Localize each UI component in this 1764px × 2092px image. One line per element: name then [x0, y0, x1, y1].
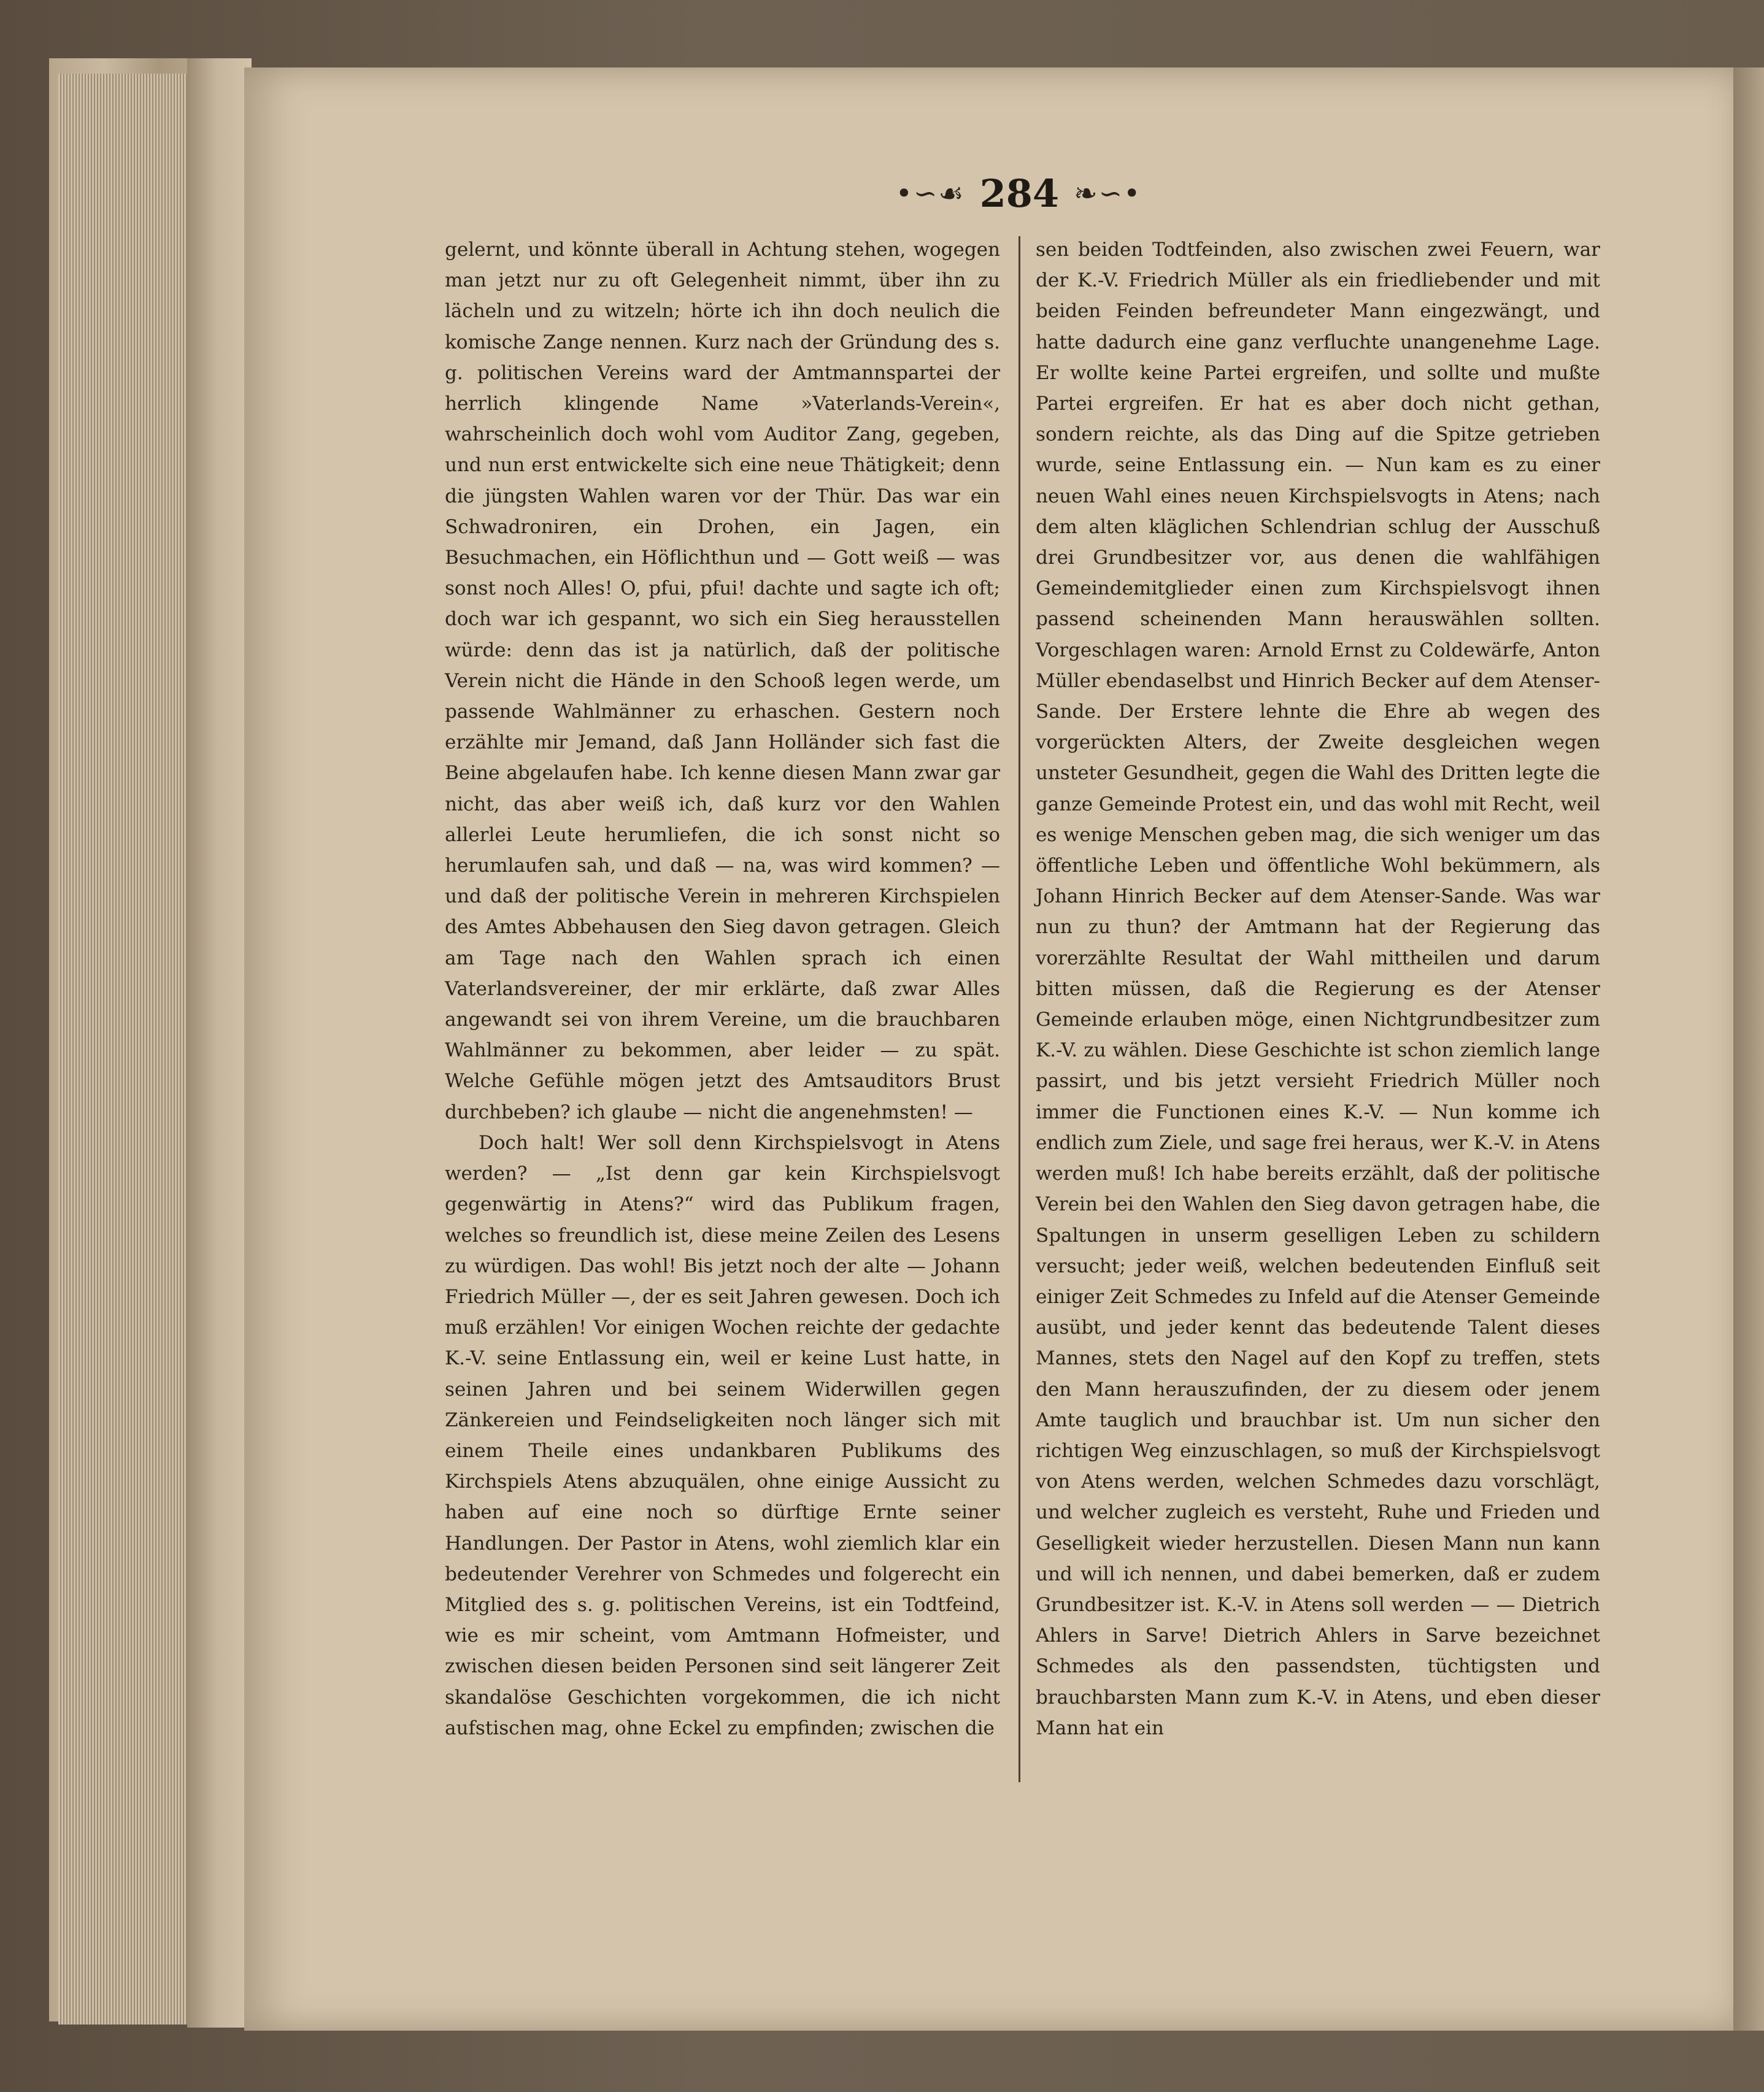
book-binding — [187, 58, 252, 2028]
column-divider — [1019, 236, 1020, 1782]
left-paragraph-2: Doch halt! Wer soll denn Kirchspielsvogt in Atens werden? — „Ist denn gar kein Kirchspielsvogt gegenwärtig in Atens?“ wird das Publikum fragen, welches so freundlich ist, diese meine Zeilen des Lesens zu würdigen. Das wohl! Bis jetzt noch der alte — Johann Friedrich Müller —, der es seit Jahren gewesen. Doch ich muß erzählen! Vor einigen Wochen reichte der gedachte K.-V. seine Entlassung ein, weil er keine Lust hatte, in seinen Jahren und bei seinem Widerwillen gegen Zänkereien und Feindseligkeiten noch länger sich mit einem Theile eines undankbaren Publikums des Kirchspiels Atens abzuquälen, ohne einige Aussicht zu haben auf eine noch so dürftige Ernte seiner Handlungen. Der Pastor in Atens, wohl ziemlich klar ein bedeutender Verehrer von Schmedes und folgerecht ein Mitglied des s. g. politischen Vereins, ist ein Todtfeind, wie es mir scheint, vom Amtmann Hofmeister, und zwischen diesen beiden Personen sind seit längerer Zeit skandalöse Geschichten vorgekommen, die ich nicht aufstischen mag, ohne Eckel zu empfinden; zwischen die — [445, 1131, 1000, 1739]
page-edges — [58, 74, 187, 2025]
page-header — [859, 166, 1178, 221]
left-ornament-icon: •∽☙ — [895, 177, 965, 210]
next-page-edge — [1733, 67, 1764, 2031]
right-paragraph-1: sen beiden Todtfeinden, also zwischen zwei Feuern, war der K.-V. Friedrich Müller als ein friedliebender und mit beiden Feinden befreundeter Mann eingezwängt, und hatte dadurch eine ganz verfluchte unangenehme Lage. Er wollte keine Partei ergreifen, und sollte und mußte Partei ergreifen. Er hat es aber doch nicht gethan, sondern reichte, als das Ding auf die Spitze getrieben wurde, seine Entlassung ein. — Nun kam es zu einer neuen Wahl eines neuen Kirchspielsvogts in Atens; nach dem alten kläglichen Schlendrian schlug der Ausschuß drei Grundbesitzer vor, aus denen die wahlfähigen Gemeindemitglieder einen zum Kirchspielsvogt ihnen passend scheinenden Mann herauswählen sollten. Vorgeschlagen waren: Arnold Ernst zu Coldewärfe, Anton Müller ebendaselbst und Hinrich Becker auf dem Atenser-Sande. Der Erstere lehnte die Ehre ab wegen des vorgerückten Alters, der Zweite desgleichen wegen unsteter Gesundheit, gegen die Wahl des Dritten legte die ganze Gemeinde Protest ein, und das wohl mit Recht, weil es wenige Menschen geben mag, die sich weniger um das öffentliche Leben und öffentliche Wohl bekümmern, als Johann Hinrich Becker auf dem Atenser-Sande. Was war nun zu thun? der Amtmann hat der Regierung das vorerzählte Resultat der Wahl mittheilen und darum bitten müssen, daß die Regierung es der Atenser Gemeinde erlauben möge, einen Nichtgrundbesitzer zum K.-V. zu wählen. Diese Geschichte ist schon ziemlich lange passirt, und bis jetzt versieht Friedrich Müller noch immer die Functionen eines K.-V. — Nun komme ich endlich zum Ziele, und sage frei heraus, wer K.-V. in Atens werden muß! Ich habe bereits erzählt, daß der politische Verein bei den Wahlen den Sieg davon getragen habe, die Spaltungen in unserm geselligen Leben zu schildern versucht; jeder weiß, welchen bedeutenden Einfluß seit einiger Zeit Schmedes zu Infeld auf die Atenser Gemeinde ausübt, und jeder kennt das bedeutende Talent dieses Mannes, stets den Nagel auf den Kopf zu treffen, stets den Mann herauszufinden, der zu diesem oder jenem Amte tauglich und brauchbar ist. Um nun sicher den richtigen Weg einzuschlagen, so muß der Kirchspielsvogt von Atens werden, welchen Schmedes dazu vorschlägt, und welcher zugleich es versteht, Ruhe und Frieden und Geselligkeit wieder herzustellen. Diesen Mann nun kann und will ich nennen, und dabei bemerken, daß er zudem Grundbesitzer ist. K.-V. in Atens soll werden — — Dietrich Ahlers in Sarve! Dietrich Ahlers in Sarve bezeichnet Schmedes als den passendsten, tüchtigsten und brauchbarsten Mann zum K.-V. in Atens, und eben dieser Mann hat ein — [1036, 239, 1600, 1739]
right-ornament-icon: ❧∽• — [1074, 177, 1142, 210]
left-column — [445, 234, 1000, 1786]
page-number: 284 — [979, 171, 1060, 216]
right-column — [1036, 234, 1600, 1786]
left-paragraph-1: gelernt, und könnte überall in Achtung stehen, wogegen man jetzt nur zu oft Gelegenheit nimmt, über ihn zu lächeln und zu witzeln; hörte ich ihn doch neulich die komische Zange nennen. Kurz nach der Gründung des s. g. politischen Vereins ward der Amtmannspartei der herrlich klingende Name »Vaterlands-Verein«, wahrscheinlich doch wohl vom Auditor Zang, gegeben, und nun erst entwickelte sich eine neue Thätigkeit; denn die jüngsten Wahlen waren vor der Thür. Das war ein Schwadroniren, ein Drohen, ein Jagen, ein Besuchmachen, ein Höflichthun und — Gott weiß — was sonst noch Alles! O, pfui, pfui! dachte und sagte ich oft; doch war ich gespannt, wo sich ein Sieg herausstellen würde: denn das ist ja natürlich, daß der politische Verein nicht die Hände in den Schooß legen werde, um passende Wahlmänner zu erhaschen. Gestern noch erzählte mir Jemand, daß Jann Holländer sich fast die Beine abgelaufen habe. Ich kenne diesen Mann zwar gar nicht, das aber weiß ich, daß kurz vor den Wahlen allerlei Leute herumliefen, die ich sonst nicht so herumlaufen sah, und daß — na, was wird kommen? — und daß der politische Verein in mehreren Kirchspielen des Amtes Abbehausen den Sieg davon getragen. Gleich am Tage nach den Wahlen sprach ich einen Vaterlandsvereiner, der mir erklärte, daß zwar Alles angewandt sei von ihrem Vereine, um die brauchbaren Wahlmänner zu bekommen, aber leider — zu spät. Welche Gefühle mögen jetzt des Amtsauditors Brust durchbeben? ich glaube — nicht die angenehmsten! — — [445, 239, 1000, 1123]
